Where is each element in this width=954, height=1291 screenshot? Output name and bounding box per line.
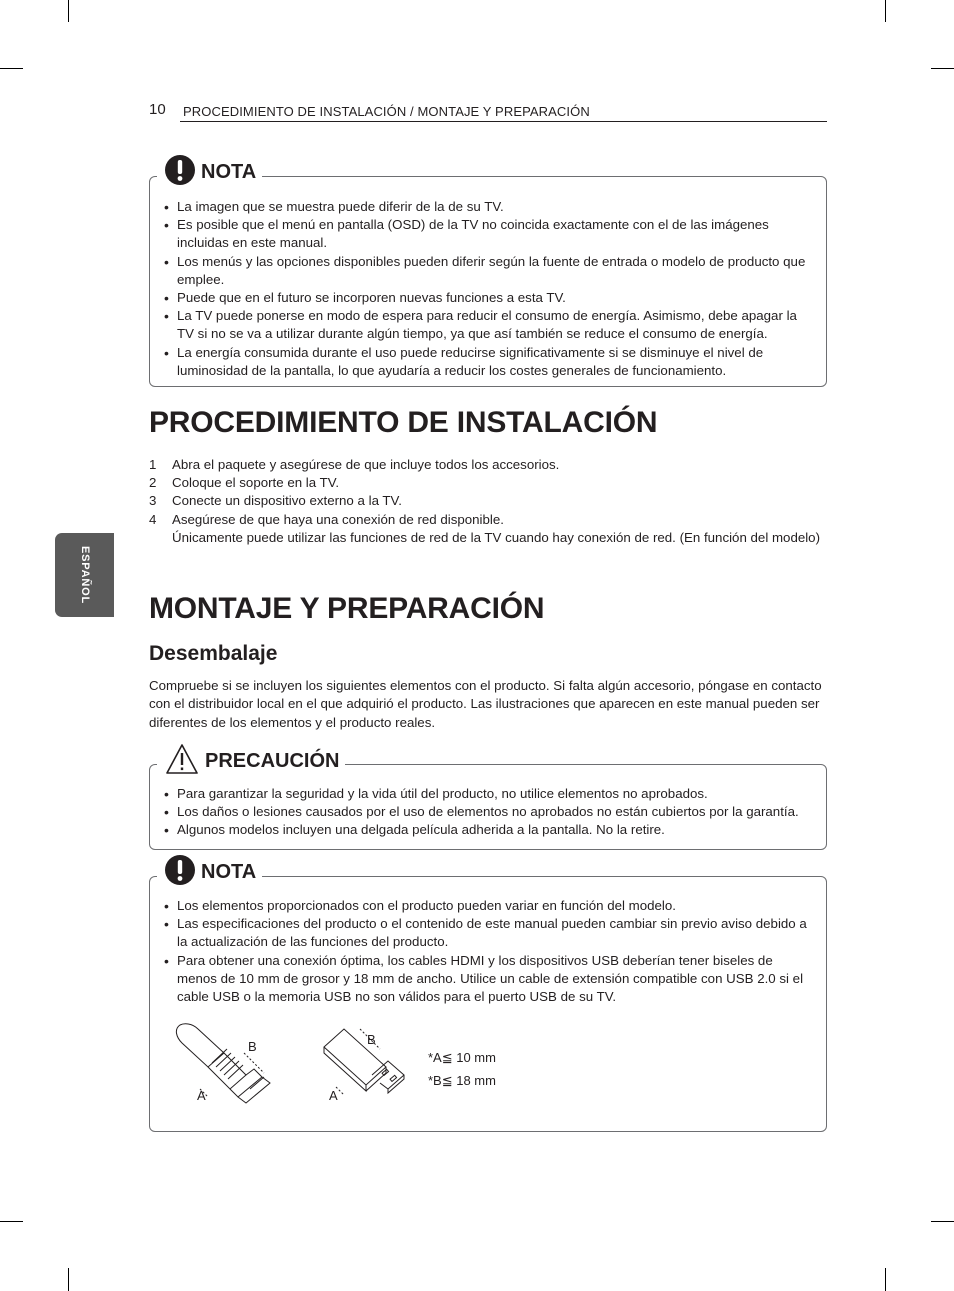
step-number: 4 xyxy=(149,511,157,527)
step-text: Asegúrese de que haya una conexión de red disponible. xyxy=(172,511,504,527)
step-text: Coloque el soporte en la TV. xyxy=(172,475,340,491)
list-item: • Los elementos proporcionados con el producto pueden variar en función del modelo. xyxy=(164,897,816,915)
list-item: • Algunos modelos incluyen una delgada película adherida a la pantalla. No la retire. xyxy=(164,821,816,839)
note-title: NOTA xyxy=(201,160,257,183)
list-item: • La energía consumida durante el uso puede reducirse significativamente si se disminuye el nivel de luminosidad de la pantalla, lo que ayudaría a reducir los costes generales de funcionamiento. xyxy=(164,344,816,380)
list-item: • Es posible que el menú en pantalla (OSD) de la TV no coincida exactamente con el de las imágenes incluidas en este manual. xyxy=(164,216,816,252)
step-note: Únicamente puede utilizar las funciones de red de la TV cuando hay conexión de red. (En función del modelo) xyxy=(172,529,821,545)
list-item: • Los menús y las opciones disponibles pueden diferir según la fuente de entrada o modelo de producto que emplee. xyxy=(164,253,816,289)
note-list xyxy=(164,897,816,1006)
unpacking-paragraph: Compruebe si se incluyen los siguientes elementos con el producto. Si falta algún accesorio, póngase en contacto con el distribuidor local en el que adquirió el producto. Las ilustraciones que aparecen en este manual pueden ser diferentes de los elementos y el producto reales. xyxy=(149,678,822,730)
list-item: • Puede que en el futuro se incorporen nuevas funciones a esta TV. xyxy=(164,289,816,307)
install-heading: PROCEDIMIENTO DE INSTALACIÓN xyxy=(149,406,658,439)
caution-title: PRECAUCIÓN xyxy=(205,749,340,772)
hdmi-connector-illustration xyxy=(172,1023,292,1108)
measure-a: *A≦ 10 mm xyxy=(428,1050,496,1065)
step-text: Conecte un dispositivo externo a la TV. xyxy=(172,493,402,509)
running-header: PROCEDIMIENTO DE INSTALACIÓN / MONTAJE Y PREPARACIÓN xyxy=(183,104,590,119)
list-item xyxy=(149,456,824,474)
crop-mark xyxy=(885,0,886,22)
step-number: 1 xyxy=(149,457,157,472)
note-box-header xyxy=(157,852,262,892)
usb-label-b: B xyxy=(367,1032,376,1047)
crop-mark xyxy=(931,1221,954,1222)
note-box xyxy=(149,160,827,387)
note-box-header xyxy=(157,152,262,192)
hdmi-label-a: A xyxy=(197,1088,206,1103)
caution-box xyxy=(149,749,827,850)
list-item xyxy=(149,511,824,547)
exclamation-icon xyxy=(165,155,195,190)
unpacking-heading: Desembalaje xyxy=(149,642,278,665)
crop-mark xyxy=(885,1268,886,1291)
list-item: • Los daños o lesiones causados por el uso de elementos no aprobados no están cubiertos por la garantía. xyxy=(164,803,816,821)
list-item: • Para garantizar la seguridad y la vida útil del producto, no utilice elementos no aprobados. xyxy=(164,785,816,803)
note-title: NOTA xyxy=(201,860,257,883)
crop-mark xyxy=(68,1268,69,1291)
caution-list xyxy=(164,785,816,840)
note-box xyxy=(149,860,827,1132)
usb-label-a: A xyxy=(329,1088,338,1103)
list-item xyxy=(149,474,824,492)
list-item: • Las especificaciones del producto o el contenido de este manual pueden cambiar sin previo aviso debido a la actualización de las funciones del producto. xyxy=(164,915,816,951)
list-item xyxy=(149,492,824,510)
exclamation-icon xyxy=(165,855,195,890)
list-item: • La imagen que se muestra puede diferir de la de su TV. xyxy=(164,198,816,216)
hdmi-label-b: B xyxy=(248,1039,257,1054)
step-number: 3 xyxy=(149,493,157,509)
install-steps xyxy=(149,456,824,547)
crop-mark xyxy=(0,1221,23,1222)
page-number: 10 xyxy=(149,101,166,118)
assembly-heading: MONTAJE Y PREPARACIÓN xyxy=(149,592,545,625)
measure-b: *B≦ 18 mm xyxy=(428,1073,496,1088)
step-number: 2 xyxy=(149,475,157,491)
language-tab-label: ESPAÑOL xyxy=(78,546,91,604)
language-tab xyxy=(55,533,114,617)
warning-triangle-icon xyxy=(165,743,199,780)
crop-mark xyxy=(68,0,69,22)
crop-mark xyxy=(931,68,954,69)
header-rule xyxy=(180,121,827,122)
crop-mark xyxy=(0,68,23,69)
list-item: • La TV puede ponerse en modo de espera para reducir el consumo de energía. Asimismo, debe apagar la TV si no se va a utilizar durante algún tiempo, ya que así también se reduce el consumo de energía. xyxy=(164,307,816,343)
note-list xyxy=(164,198,816,380)
step-text: Abra el paquete y asegúrese de que incluye todos los accesorios. xyxy=(172,457,560,472)
list-item: • Para obtener una conexión óptima, los cables HDMI y los dispositivos USB deberían tener biseles de menos de 10 mm de grosor y 18 mm de ancho. Utilice un cable de extensión compatible con USB 2.0 si el cable USB o la memoria USB no son válidos para el puerto USB de su TV. xyxy=(164,952,816,1007)
caution-box-header xyxy=(157,741,345,781)
